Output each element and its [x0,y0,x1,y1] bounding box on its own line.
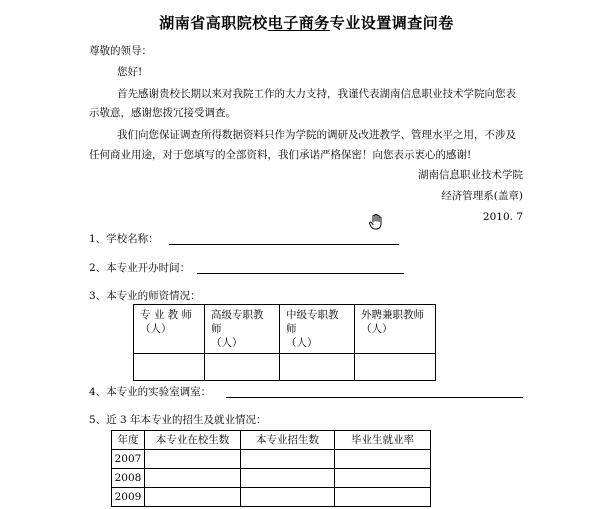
question-4: 4、本专业的实验室调室： [89,386,212,398]
faculty-header-cell [355,305,436,354]
enroll-cell[interactable] [335,488,431,507]
enroll-table-row [112,488,431,507]
signature-date: 2010. 7 [482,211,523,223]
faculty-header-l2: （人） [361,323,393,335]
faculty-table [133,304,436,381]
enroll-table [111,430,431,507]
year-cell: 2007 [112,450,145,469]
faculty-header-l1: 专 业 教 师 [140,309,193,321]
enroll-table-header-row [112,431,431,450]
enroll-header-cell: 年度 [112,431,145,450]
greeting: 尊敬的领导： [89,45,152,57]
enroll-table-row [112,450,431,469]
para2-line1: 我们向您保证调查所得数据资料只作为学院的调研及改进教学、管理水平之用，不涉及 [117,129,516,141]
faculty-cell[interactable] [280,354,355,381]
question-2: 2、本专业开办时间： [89,262,191,274]
faculty-table-row [134,354,436,381]
enroll-cell[interactable] [241,469,335,488]
school-name-field[interactable] [169,244,399,245]
para2-line2: 任何商业用途，对于您填写的全部资料，我们承诺严格保密！向您表示衷心的感谢! [89,149,472,161]
faculty-cell[interactable] [205,354,280,381]
hand-cursor-icon [367,213,385,231]
enroll-cell[interactable] [241,488,335,507]
faculty-header-cell [280,305,355,354]
page-title [0,12,613,33]
enroll-cell[interactable] [145,469,241,488]
faculty-header-l2: （人） [140,323,172,335]
year-cell: 2009 [112,488,145,507]
enroll-cell[interactable] [335,469,431,488]
question-5: 5、近 3 年本专业的招生及就业情况： [89,414,267,426]
faculty-header-l1: 外聘兼职教师 [361,309,424,321]
title-prefix: 湖南省高职院校 [159,14,268,32]
signature-org: 湖南信息职业技术学院 [418,169,523,181]
start-date-field[interactable] [197,273,404,274]
faculty-header-l1: 高级专职教师 [211,309,264,335]
year-cell: 2008 [112,469,145,488]
hello: 您好! [117,66,143,78]
question-3: 3、本专业的师资情况： [89,290,201,302]
question-1: 1、学校名称： [89,233,159,245]
faculty-header-l1: 中级专职教师 [286,309,339,335]
enroll-header-cell: 毕业生就业率 [335,431,431,450]
para1-line2: 示敬意，感谢您拨冗接受调查。 [89,107,236,119]
faculty-table-header-row [134,305,436,354]
enroll-header-cell: 本专业在校生数 [145,431,241,450]
title-underlined: 电子商务 [267,14,330,32]
enroll-cell[interactable] [145,488,241,507]
lab-field[interactable] [226,397,523,398]
enroll-table-row [112,469,431,488]
enroll-cell[interactable] [241,450,335,469]
title-suffix: 专业设置调查问卷 [329,14,454,32]
faculty-header-l2: （人） [286,337,318,349]
faculty-header-cell [134,305,205,354]
para1-line1: 首先感谢贵校长期以来对我院工作的大力支持，我谨代表湖南信息职业技术学院向您表 [117,88,516,100]
faculty-header-l2: （人） [211,337,243,349]
enroll-cell[interactable] [335,450,431,469]
enroll-cell[interactable] [145,450,241,469]
faculty-header-cell [205,305,280,354]
enroll-header-cell: 本专业招生数 [241,431,335,450]
faculty-cell[interactable] [355,354,436,381]
faculty-cell[interactable] [134,354,205,381]
signature-dept: 经济管理系(盖章) [441,190,523,202]
